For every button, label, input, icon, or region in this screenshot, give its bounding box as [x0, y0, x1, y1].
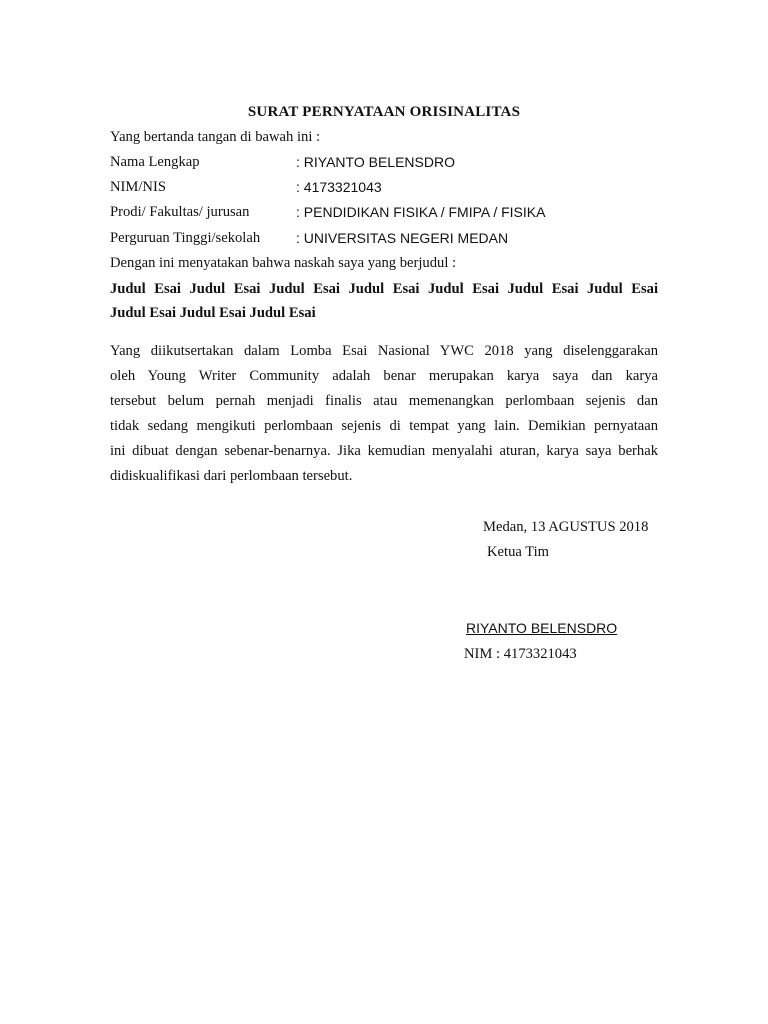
- signer-name: RIYANTO BELENSDRO: [466, 620, 618, 636]
- field-label: Prodi/ Fakultas/ jurusan: [110, 204, 250, 220]
- body-line: ini dibuat dengan sebenar-benarnya. Jika kemudian menyalahi aturan, karya saya berhak: [110, 443, 658, 459]
- field-value: : RIYANTO BELENSDRO: [296, 154, 455, 170]
- body-line: Yang diikutsertakan dalam Lomba Esai Nasional YWC 2018 yang diselenggarakan: [110, 343, 658, 359]
- field-label: Nama Lengkap: [110, 154, 200, 170]
- body-line: didiskualifikasi dari perlombaan tersebut.: [110, 468, 353, 484]
- document-title: SURAT PERNYATAAN ORISINALITAS: [247, 104, 521, 120]
- body-line: tersebut belum pernah menjadi finalis atau memenangkan perlombaan sejenis dan: [110, 393, 658, 409]
- field-label: Perguruan Tinggi/sekolah: [110, 230, 261, 246]
- field-label: NIM/NIS: [110, 179, 166, 195]
- signer-nim: NIM : 4173321043: [464, 646, 577, 662]
- body-line: tidak sedang mengikuti perlombaan sejenis di tempat yang lain. Demikian pernyataan: [110, 418, 658, 434]
- essay-title-line: Judul Esai Judul Esai Judul Esai: [110, 305, 316, 321]
- essay-title-line: Judul Esai Judul Esai Judul Esai Judul Esai Judul Esai Judul Esai Judul Esai: [110, 281, 658, 297]
- intro-text: Yang bertanda tangan di bawah ini :: [110, 129, 321, 145]
- field-value: : 4173321043: [296, 179, 382, 195]
- body-line: oleh Young Writer Community adalah benar merupakan karya saya dan karya: [110, 368, 658, 384]
- field-value: : PENDIDIKAN FISIKA / FMIPA / FISIKA: [296, 204, 546, 220]
- place-date: Medan, 13 AGUSTUS 2018: [483, 519, 649, 535]
- signer-role: Ketua Tim: [487, 544, 550, 560]
- statement-text: Dengan ini menyatakan bahwa naskah saya yang berjudul :: [110, 255, 457, 271]
- field-value: : UNIVERSITAS NEGERI MEDAN: [296, 230, 509, 246]
